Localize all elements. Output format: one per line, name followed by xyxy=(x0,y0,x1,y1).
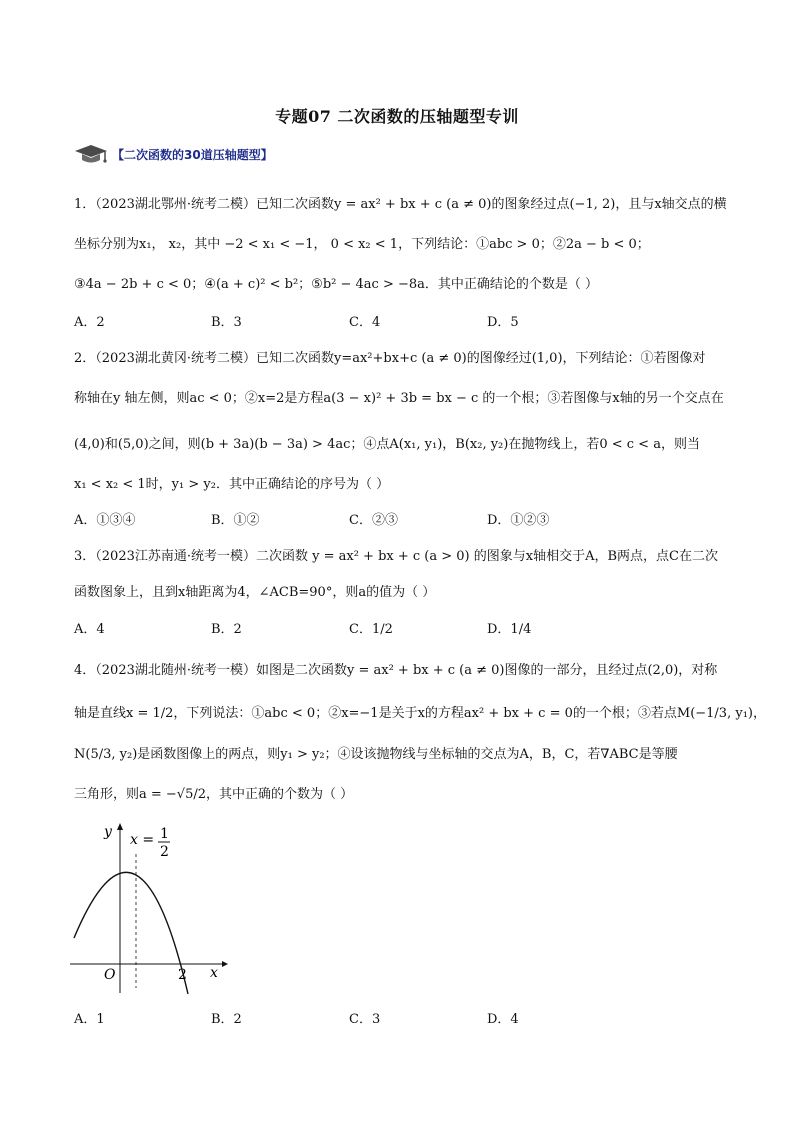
y-axis-label: y xyxy=(104,824,112,840)
section-header xyxy=(74,142,273,166)
question-2-line-1: 2．（2023湖北黄冈·统考二模）已知二次函数y=ax²+bx+c (a ≠ 0)的图像经过(1,0)，下列结论：①若图像对 xyxy=(74,351,706,366)
question-2-line-3: (4,0)和(5,0)之间，则(b + 3a)(b − 3a) > 4ac；④点A(x₁, y₁)，B(x₂, y₂)在抛物线上，若0 < c < a，则当 xyxy=(74,437,700,452)
x-axis-arrow xyxy=(222,961,228,967)
question-1-option-a: A．2 xyxy=(74,315,105,330)
question-2-option-a: A．①③④ xyxy=(74,513,136,528)
question-3-option-a: A．4 xyxy=(74,622,105,637)
graduation-cap-icon xyxy=(74,143,108,165)
question-1-option-b: B．3 xyxy=(211,315,242,330)
section-label: 【二次函数的30道压轴题型】 xyxy=(112,147,273,162)
question-3-option-d: D．1/4 xyxy=(487,622,532,637)
parabola-curve xyxy=(74,872,188,994)
question-1-option-d: D．5 xyxy=(487,315,519,330)
question-2-line-2: 称轴在y 轴左侧，则ac < 0；②x=2是方程a(3 − x)² + 3b = bx − c 的一个根；③若图像与x轴的另一个交点在 xyxy=(74,391,724,406)
origin-label: O xyxy=(104,967,116,983)
question-3-line-1: 3．（2023江苏南通·统考一模）二次函数 y = ax² + bx + c (a > 0) 的图象与x轴相交于A，B两点，点C在二次 xyxy=(74,549,718,564)
symmetry-label: x = xyxy=(130,832,155,848)
x-axis-label: x xyxy=(210,965,218,981)
y-axis-arrow xyxy=(117,823,123,830)
question-4-option-d: D．4 xyxy=(487,1012,519,1027)
symmetry-denominator: 2 xyxy=(160,844,169,860)
question-1-line-1: 1．（2023湖北鄂州·统考二模）已知二次函数y = ax² + bx + c (a ≠ 0)的图象经过点(−1, 2)，且与x轴交点的横 xyxy=(74,197,727,212)
symmetry-numerator: 1 xyxy=(160,826,169,842)
question-1-line-3: ③4a − 2b + c < 0；④(a + c)² < b²；⑤b² − 4ac > −8a．其中正确结论的个数是（ ） xyxy=(74,277,599,292)
question-4-line-4: 三角形，则a = −√5/2，其中正确的个数为（ ） xyxy=(74,787,354,802)
page-title: 专题07 二次函数的压轴题型专训 xyxy=(275,107,519,126)
question-4-line-1: 4．（2023湖北随州·统考一模）如图是二次函数y = ax² + bx + c (a ≠ 0)图像的一部分，且经过点(2,0)，对称 xyxy=(74,663,718,678)
question-1-line-2: 坐标分别为x₁， x₂，其中 −2 < x₁ < −1， 0 < x₂ < 1，下列结论：①abc > 0；②2a − b < 0； xyxy=(74,237,650,252)
question-4-option-a: A．1 xyxy=(74,1012,105,1027)
parabola-graph xyxy=(64,818,234,998)
x-intercept-label: 2 xyxy=(178,967,187,983)
question-1-option-c: C．4 xyxy=(349,315,381,330)
question-2-option-d: D．①②③ xyxy=(487,513,550,528)
question-2-line-4: x₁ < x₂ < 1时，y₁ > y₂．其中正确结论的序号为（ ） xyxy=(74,477,390,492)
question-4-option-b: B．2 xyxy=(211,1012,242,1027)
question-3-option-b: B．2 xyxy=(211,622,242,637)
question-2-option-c: C．②③ xyxy=(349,513,398,528)
question-2-option-b: B．①② xyxy=(211,513,260,528)
question-4-line-2: 轴是直线x = 1/2，下列说法：①abc < 0；②x=−1是关于x的方程ax² + bx + c = 0的一个根；③若点M(−1/3, y₁)， xyxy=(74,706,766,721)
question-3-line-2: 函数图象上，且到x轴距离为4，∠ACB=90°，则a的值为（ ） xyxy=(74,585,436,600)
question-3-option-c: C．1/2 xyxy=(349,622,393,637)
question-4-line-3: N(5/3, y₂)是函数图像上的两点，则y₁ > y₂；④设该抛物线与坐标轴的交点为A，B，C，若∇ABC是等腰 xyxy=(74,747,678,762)
question-4-option-c: C．3 xyxy=(349,1012,381,1027)
